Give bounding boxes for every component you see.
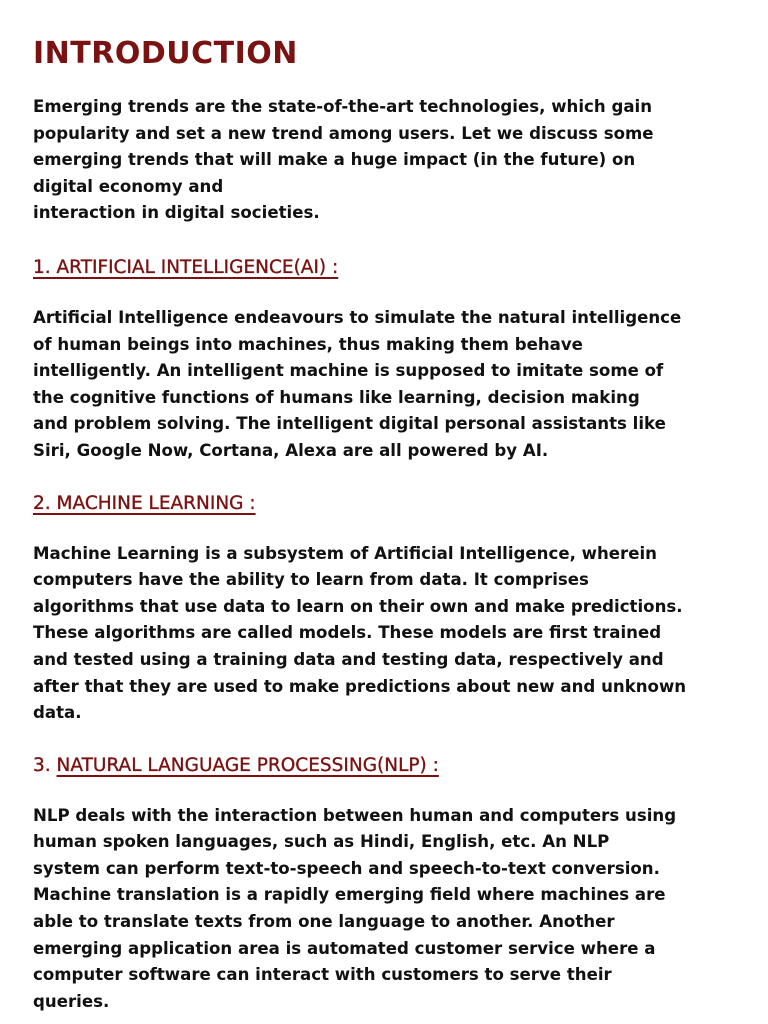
section-heading-nlp-text: NATURAL LANGUAGE PROCESSING(NLP) : [56,754,439,776]
section-heading-ml [33,491,738,517]
intro-paragraph: Emerging trends are the state-of-the-art technologies, which gain popularity and set a new trend among users. Let we discuss some emerging trends that will make a huge impact (in the future) on digital economy and interaction in digital societies. [33,97,654,223]
section-heading-nlp-number: 3. [33,754,57,776]
section-body-ml: Machine Learning is a subsystem of Artificial Intelligence, wherein computers have the ability to learn from data. It comprises algorithms that use data to learn on their own and make predictions. These algorithms are called models. These models are first trained and tested using a training data and testing data, respectively and after that they are used to make predictions about new and unknown data. [33,543,687,723]
section-body-ai: Artificial Intelligence endeavours to simulate the natural intelligence of human beings into machines, thus making them behave intelligently. An intelligent machine is supposed to imitate some of the cognitive functions of humans like learning, decision making and problem solving. The intelligent digital personal assistants like Siri, Google Now, Cortana, Alexa are all powered by AI. [33,307,682,460]
section-body-nlp: NLP deals with the interaction between human and computers using human spoken languages, such as Hindi, English, etc. An NLP system can perform text-to-speech and speech-to-text conversion. Machine translation is a rapidly emerging field where machines are able to translate texts from one language to another. Another emerging application area is automated customer service where a computer software can interact with customers to serve their queries. [33,805,677,1011]
section-heading-ai-text: 1. ARTIFICIAL INTELLIGENCE(AI) : [33,256,339,278]
section-heading-ai [33,255,738,281]
section-heading-nlp [33,753,738,779]
page-title: INTRODUCTION [33,36,298,71]
section-heading-ml-text: 2. MACHINE LEARNING : [33,492,256,514]
